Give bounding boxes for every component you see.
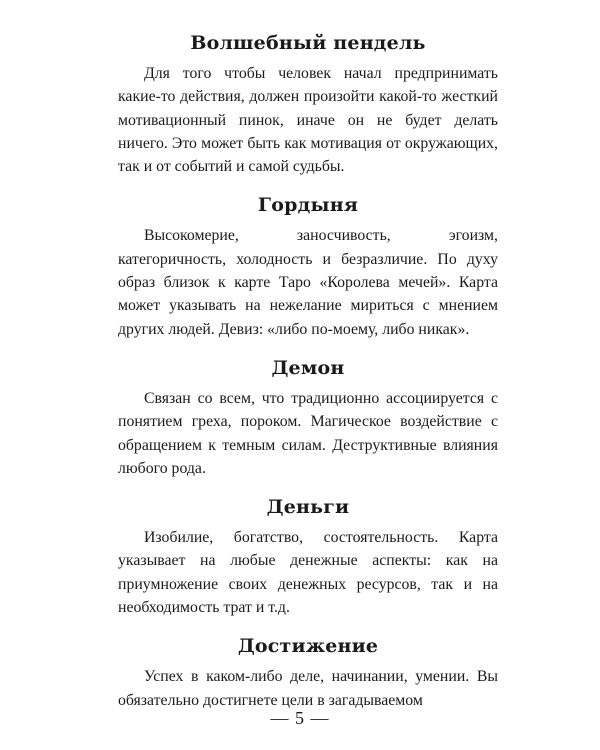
entry-text: Высокомерие, заносчивость, эгоизм, категоричность, холодность и безразличие. По духу образ близок к карте Таро «Королева мечей». Карта может указывать на нежелание мириться с мнением других людей. Девиз: «либо по-моему, либо никак». <box>118 227 498 338</box>
page-number: — 5 — <box>270 708 330 728</box>
entry-demon <box>118 355 498 480</box>
entry-title: Волшебный пендель <box>190 32 426 54</box>
entry-text: Успех в каком-либо деле, начинании, умении. Вы обязательно достигнете цели в загадываемом <box>118 668 498 709</box>
entry-money <box>118 494 498 619</box>
entry-text: Для того чтобы человек начал предпринимать какие-то действия, должен произойти какой-то жесткий мотивационный пинок, иначе он не будет делать ничего. Это может быть как мотивация от окружающих, так и от событий и самой судьбы. <box>118 65 498 176</box>
entry-text: Изобилие, богатство, состоятельность. Карта указывает на любые денежные аспекты: как на приумножение своих денежных ресурсов, так и на необходимость трат и т.д. <box>118 529 498 617</box>
page-body <box>118 30 498 726</box>
entry-title: Деньги <box>266 496 350 519</box>
entry-achievement <box>118 633 498 712</box>
entry-magic-kick <box>118 30 498 178</box>
entry-text: Связан со всем, что традиционно ассоциируется с понятием греха, пороком. Магическое воздействие с обращением к темным силам. Деструктивные влияния любого рода. <box>118 389 498 477</box>
entry-title: Демон <box>271 356 345 379</box>
entry-title: Достижение <box>237 635 379 658</box>
entry-title: Гордыня <box>257 194 359 217</box>
entry-pride <box>118 192 498 340</box>
